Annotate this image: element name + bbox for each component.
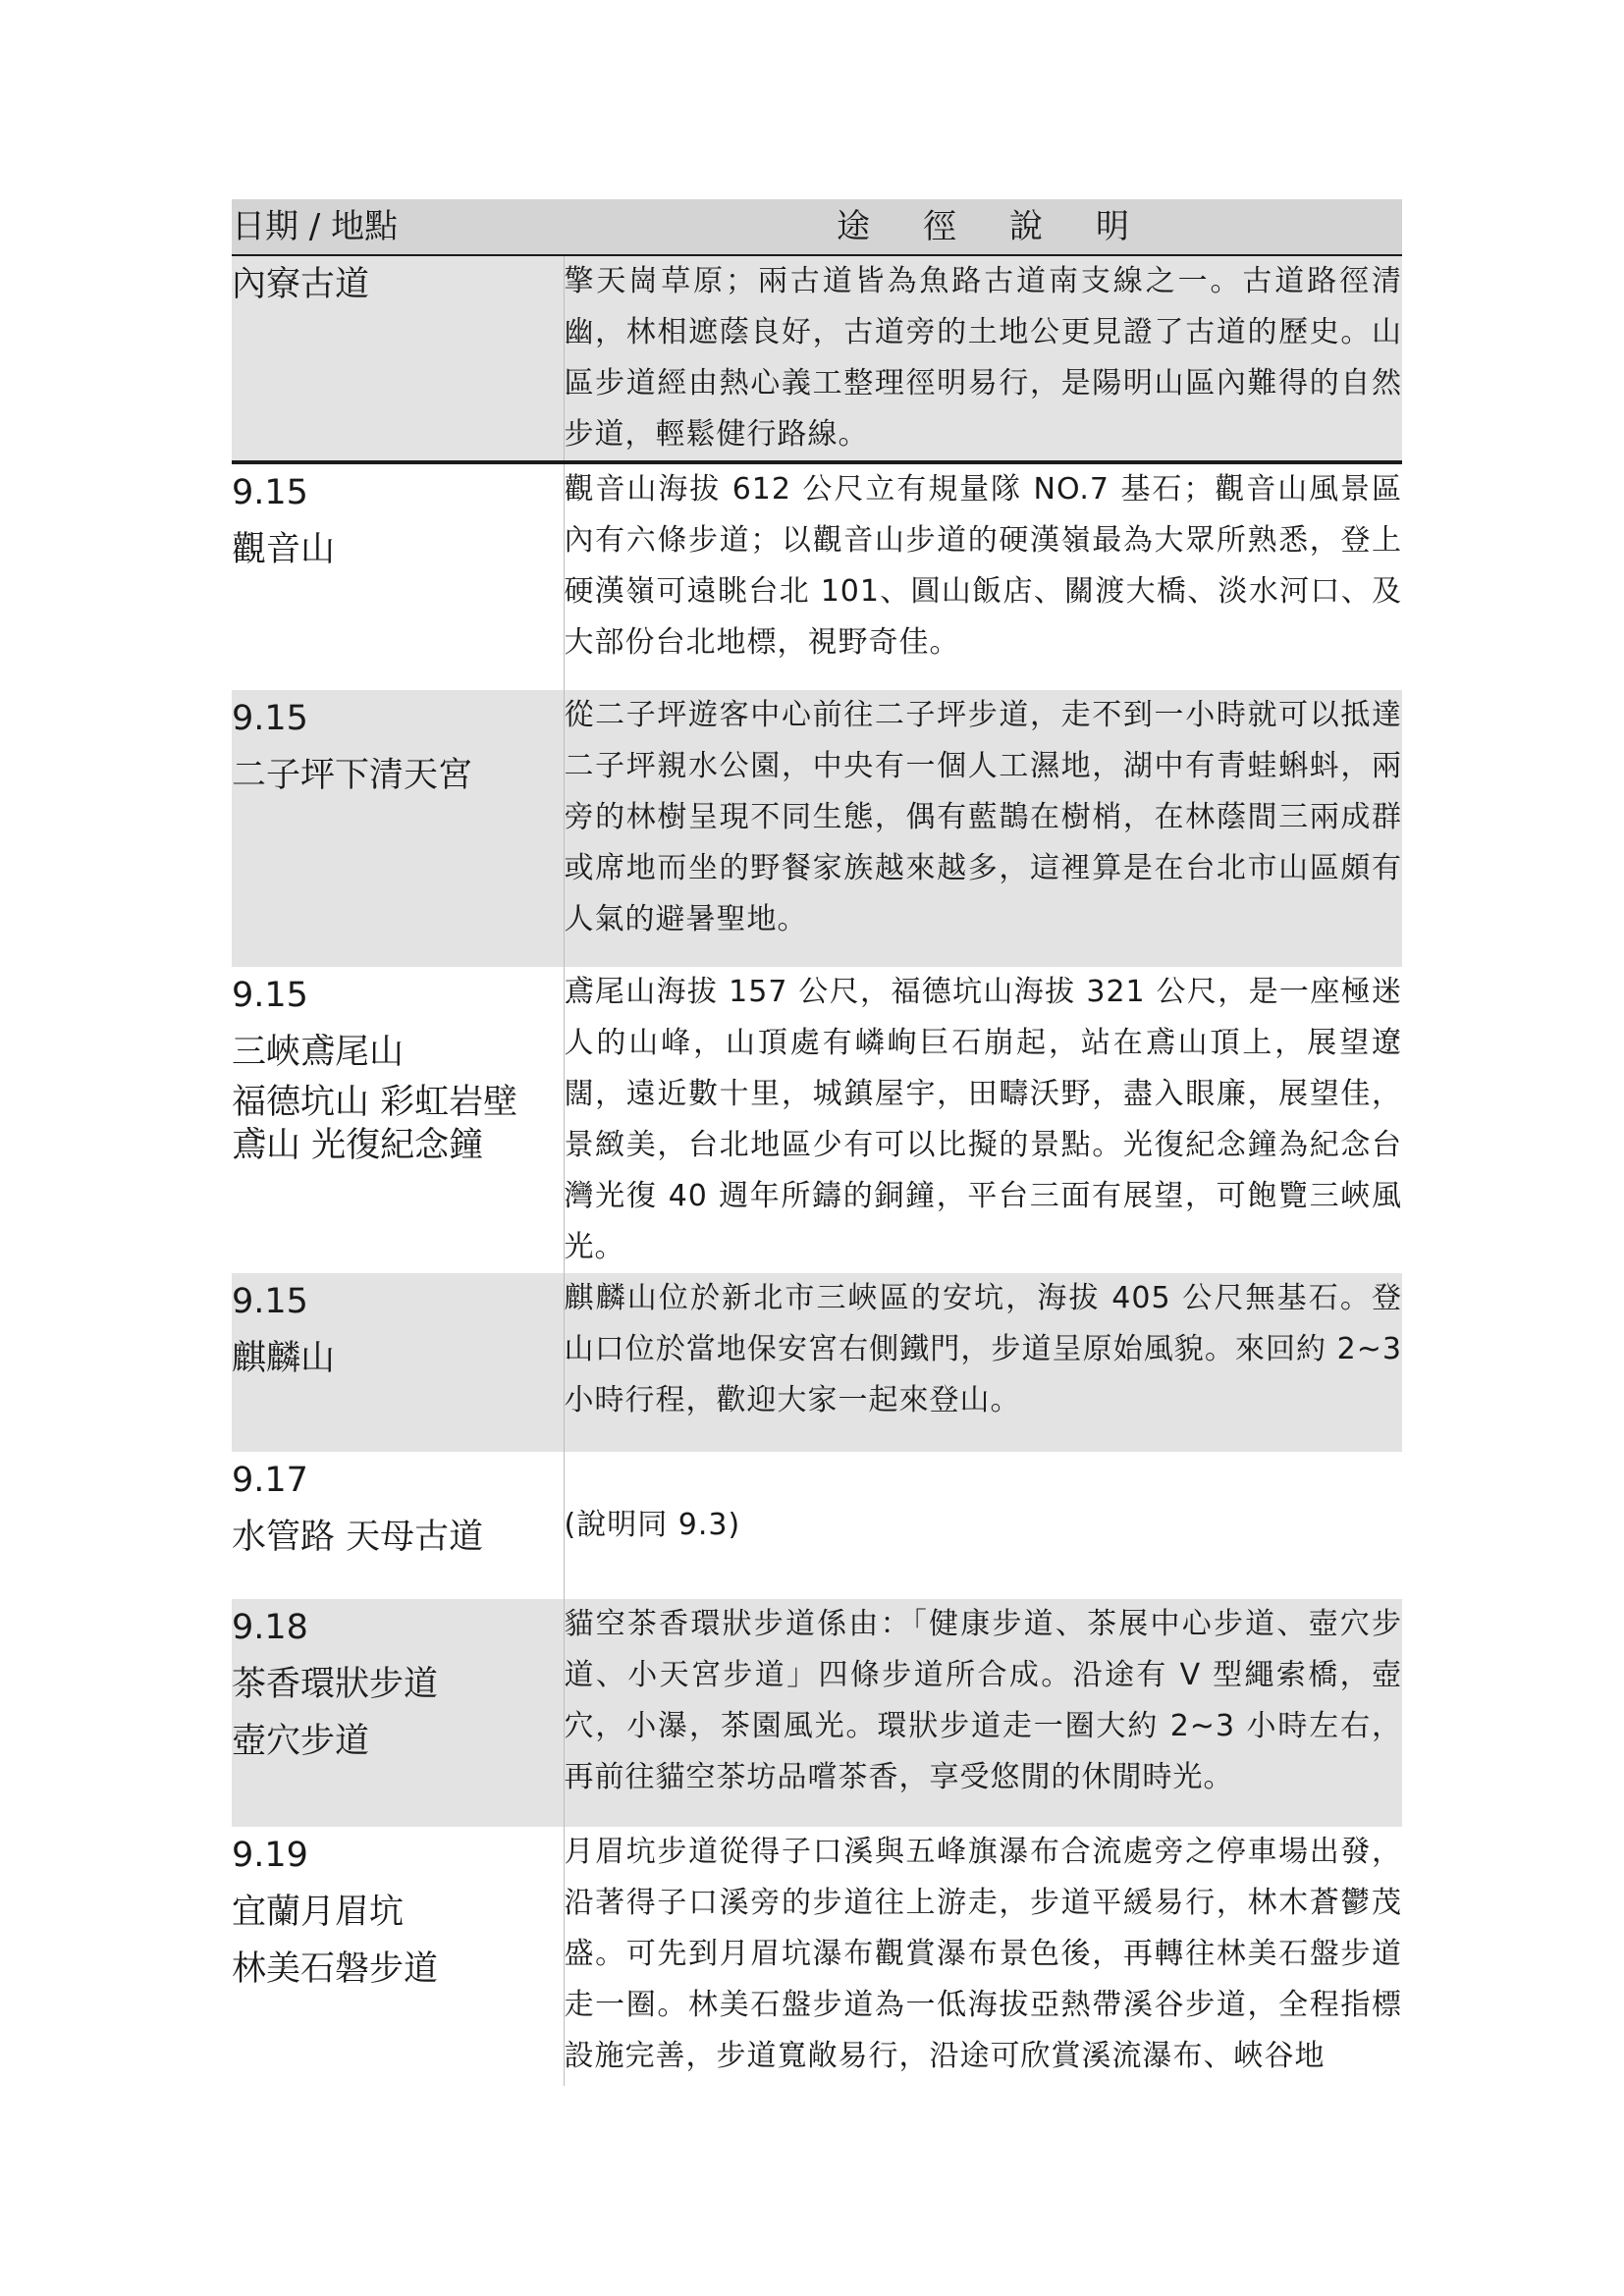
table-row bbox=[232, 1599, 1402, 1827]
place-label: 鳶山 光復紀念鐘 bbox=[232, 1126, 484, 1165]
date-label: 9.18 bbox=[232, 1608, 308, 1647]
page-bottom-margin bbox=[0, 2086, 1624, 2296]
table-header-row bbox=[232, 199, 1402, 255]
header-route-description: 途徑說明 bbox=[564, 199, 1402, 255]
date-label: 9.15 bbox=[232, 976, 308, 1015]
date-place-cell bbox=[232, 967, 564, 1273]
place-label: 茶香環狀步道 bbox=[232, 1665, 439, 1704]
date-place-cell bbox=[232, 1599, 564, 1827]
description-cell: 擎天崗草原；兩古道皆為魚路古道南支線之一。古道路徑清幽，林相遮蔭良好，古道旁的土地公更見證了古道的歷史。山區步道經由熱心義工整理徑明易行，是陽明山區內難得的自然步道，輕鬆健行路線。 bbox=[564, 255, 1402, 462]
description-cell: 月眉坑步道從得子口溪與五峰旗瀑布合流處旁之停車場出發，沿著得子口溪旁的步道往上游走，步道平緩易行，林木蒼鬱茂盛。可先到月眉坑瀑布觀賞瀑布景色後，再轉往林美石盤步道走一圈。林美石盤步道為一低海拔亞熱帶溪谷步道，全程指標設施完善，步道寬敞易行，沿途可欣賞溪流瀑布、峽谷地 bbox=[564, 1827, 1402, 2121]
itinerary-table bbox=[232, 199, 1402, 2121]
table-row bbox=[232, 255, 1402, 462]
table-row bbox=[232, 1827, 1402, 2121]
place-label: 二子坪下清天宮 bbox=[232, 756, 473, 795]
table-row bbox=[232, 462, 1402, 690]
place-label: 麒麟山 bbox=[232, 1339, 336, 1378]
place-label: 三峽鳶尾山 bbox=[232, 1033, 405, 1072]
table-row bbox=[232, 1273, 1402, 1452]
place-label: 觀音山 bbox=[232, 530, 336, 569]
table-row bbox=[232, 690, 1402, 967]
date-label: 9.19 bbox=[232, 1836, 308, 1875]
description-cell: 鳶尾山海拔 157 公尺，福德坑山海拔 321 公尺，是一座極迷人的山峰，山頂處有嶙峋巨石崩起，站在鳶山頂上，展望遼闊，遠近數十里，城鎮屋宇，田疇沃野，盡入眼廉，展望佳，景緻美，台北地區少有可以比擬的景點。光復紀念鐘為紀念台灣光復 40 週年所鑄的銅鐘，平台三面有展望，可飽覽三峽風光。 bbox=[564, 967, 1402, 1273]
description-cell: 麒麟山位於新北市三峽區的安坑，海拔 405 公尺無基石。登山口位於當地保安宮右側鐵門，步道呈原始風貌。來回約 2~3 小時行程，歡迎大家一起來登山。 bbox=[564, 1273, 1402, 1452]
date-label: 9.17 bbox=[232, 1461, 308, 1500]
place-label: 宜蘭月眉坑 bbox=[232, 1893, 405, 1932]
description-cell: (說明同 9.3) bbox=[564, 1452, 1402, 1599]
place-label: 內寮古道 bbox=[232, 265, 370, 304]
date-place-cell bbox=[232, 1827, 564, 2121]
date-place-cell bbox=[232, 255, 564, 462]
place-label: 福德坑山 彩虹岩壁 bbox=[232, 1083, 518, 1122]
place-label: 林美石磐步道 bbox=[232, 1949, 439, 1989]
date-place-cell bbox=[232, 462, 564, 690]
date-place-cell bbox=[232, 1273, 564, 1452]
date-label: 9.15 bbox=[232, 473, 308, 512]
date-label: 9.15 bbox=[232, 699, 308, 738]
description-cell: 貓空茶香環狀步道係由：「健康步道、茶展中心步道、壺穴步道、小天宮步道」四條步道所合成。沿途有 V 型繩索橋，壺穴，小瀑，茶園風光。環狀步道走一圈大約 2~3 小時左右，再前往貓空茶坊品嚐茶香，享受悠閒的休閒時光。 bbox=[564, 1599, 1402, 1827]
header-date-place: 日期 / 地點 bbox=[232, 199, 564, 255]
table-row bbox=[232, 1452, 1402, 1599]
date-place-cell bbox=[232, 690, 564, 967]
place-label: 壺穴步道 bbox=[232, 1722, 370, 1761]
place-label: 水管路 天母古道 bbox=[232, 1518, 484, 1557]
description-cell: 從二子坪遊客中心前往二子坪步道，走不到一小時就可以抵達二子坪親水公園，中央有一個人工濕地，湖中有青蛙蝌蚪，兩旁的林樹呈現不同生態，偶有藍鵲在樹梢，在林蔭間三兩成群或席地而坐的野餐家族越來越多，這裡算是在台北市山區頗有人氣的避暑聖地。 bbox=[564, 690, 1402, 967]
table-row bbox=[232, 967, 1402, 1273]
date-label: 9.15 bbox=[232, 1282, 308, 1321]
date-place-cell bbox=[232, 1452, 564, 1599]
description-cell: 觀音山海拔 612 公尺立有規量隊 NO.7 基石；觀音山風景區內有六條步道；以觀音山步道的硬漢嶺最為大眾所熟悉，登上硬漢嶺可遠眺台北 101、圓山飯店、關渡大橋、淡水河口、及大部份台北地標，視野奇佳。 bbox=[564, 462, 1402, 690]
